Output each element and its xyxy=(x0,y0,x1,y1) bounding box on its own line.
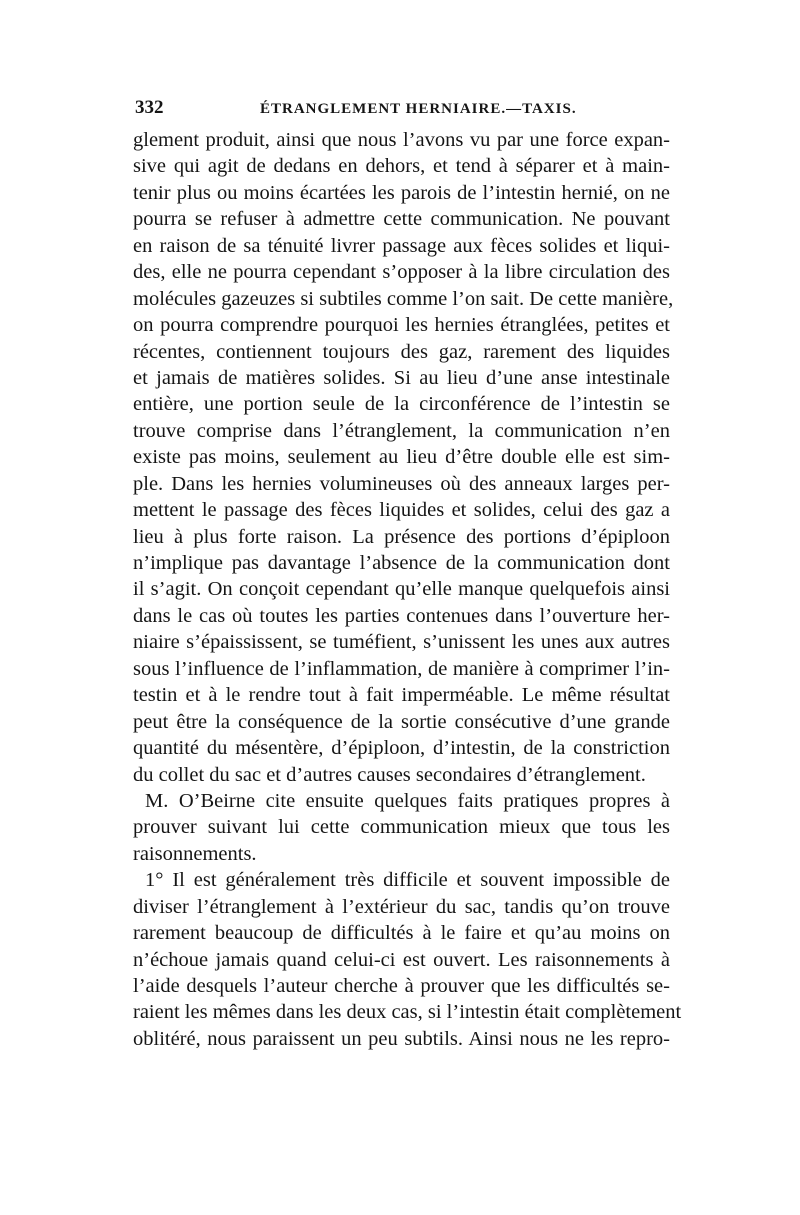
text-line: lieu à plus forte raison. La présence des portions d’épiploon xyxy=(133,525,670,548)
text-line: prouver suivant lui cette communication mieux que tous les xyxy=(133,816,670,839)
text-line: dans le cas où toutes les parties contenues dans l’ouverture her- xyxy=(133,604,670,627)
paragraph-first-line: M. O’Beirne cite ensuite quelques faits pratiques propres à xyxy=(145,789,670,812)
text-line: pourra se refuser à admettre cette communication. Ne pouvant xyxy=(133,208,670,231)
text-line: existe pas moins, seulement au lieu d’être double elle est sim- xyxy=(133,446,670,469)
text-line: entière, une portion seule de la circonférence de l’intestin se xyxy=(133,393,670,416)
text-line: n’échoue jamais quand celui-ci est ouvert. Les raisonnements à xyxy=(133,948,670,971)
text-line: trouve comprise dans l’étranglement, la communication n’en xyxy=(133,419,670,442)
text-line: rarement beaucoup de difficultés à le faire et qu’au moins on xyxy=(133,922,670,945)
text-line: en raison de sa ténuité livrer passage aux fèces solides et liqui- xyxy=(133,234,670,257)
text-line: mettent le passage des fèces liquides et solides, celui des gaz a xyxy=(133,499,670,522)
text-line: quantité du mésentère, d’épiploon, d’intestin, de la constriction xyxy=(133,737,670,760)
text-line: raient les mêmes dans les deux cas, si l’intestin était complètement xyxy=(133,1001,682,1024)
running-title: ÉTRANGLEMENT HERNIAIRE.—TAXIS. xyxy=(260,101,577,117)
text-line: oblitéré, nous paraissent un peu subtils. Ainsi nous ne les repro- xyxy=(133,1027,670,1050)
text-line: ple. Dans les hernies volumineuses où des anneaux larges per- xyxy=(133,472,670,495)
text-line: testin et à le rendre tout à fait imperméable. Le même résultat xyxy=(133,684,670,707)
text-line: sive qui agit de dedans en dehors, et tend à séparer et à main- xyxy=(133,155,670,178)
page-number: 332 xyxy=(135,97,164,118)
text-line: il s’agit. On conçoit cependant qu’elle manque quelquefois ainsi xyxy=(133,578,670,601)
text-line: peut être la conséquence de la sortie consécutive d’une grande xyxy=(133,710,670,733)
text-line: on pourra comprendre pourquoi les hernies étranglées, petites et xyxy=(133,314,670,337)
text-line: niaire s’épaississent, se tuméfient, s’unissent les unes aux autres xyxy=(133,631,670,654)
text-line: récentes, contiennent toujours des gaz, rarement des liquides xyxy=(133,340,670,363)
text-line: n’implique pas davantage l’absence de la communication dont xyxy=(133,552,670,574)
page-header xyxy=(135,98,670,122)
text-line: sous l’influence de l’inflammation, de manière à comprimer l’in- xyxy=(133,657,670,680)
text-line: tenir plus ou moins écartées les parois de l’intestin hernié, on ne xyxy=(133,181,670,204)
paragraph-first-line: 1° Il est généralement très difficile et souvent impossible de xyxy=(145,869,670,892)
body-text xyxy=(133,127,682,1052)
text-line: glement produit, ainsi que nous l’avons vu par une force expan- xyxy=(133,129,670,151)
text-line: des, elle ne pourra cependant s’opposer à la libre circulation des xyxy=(133,261,670,284)
text-line: molécules gazeuzes si subtiles comme l’on sait. De cette manière, xyxy=(133,287,674,310)
text-line: diviser l’étranglement à l’extérieur du sac, tandis qu’on trouve xyxy=(133,895,670,918)
paragraph-last-line: du collet du sac et d’autres causes secondaires d’étranglement. xyxy=(133,763,646,786)
text-line: et jamais de matières solides. Si au lieu d’une anse intestinale xyxy=(133,366,670,389)
paragraph-last-line: raisonnements. xyxy=(133,842,257,865)
text-line: l’aide desquels l’auteur cherche à prouver que les difficultés se- xyxy=(133,975,670,997)
